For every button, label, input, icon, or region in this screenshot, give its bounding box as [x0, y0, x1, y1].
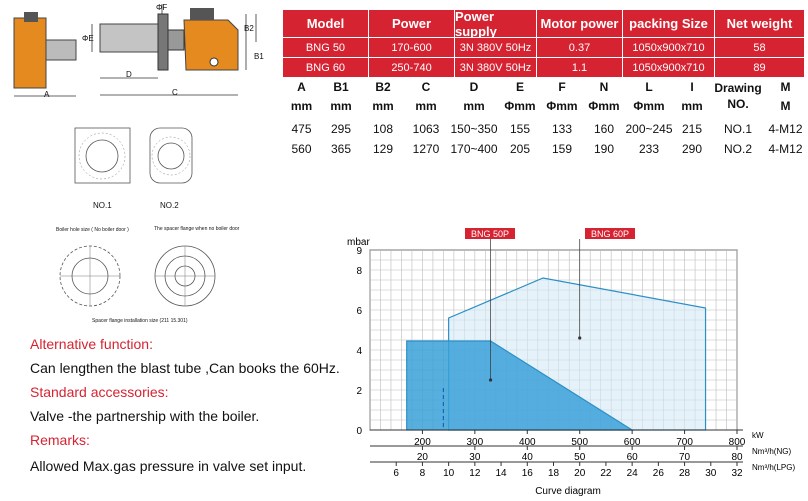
cell: F — [558, 80, 566, 94]
x-tick-label: 800 — [728, 437, 746, 448]
cell: 4-M12 — [768, 122, 803, 136]
cell: 250-740 — [369, 58, 455, 77]
cell: NO.2 — [723, 142, 752, 156]
cell: Φmm — [588, 99, 620, 113]
series-label: BNG 60P — [590, 229, 630, 239]
note-label-accessories: Standard accessories: — [30, 384, 169, 400]
y-tick-label: 4 — [356, 346, 362, 357]
cell: Φmm — [633, 99, 665, 113]
cell: 4-M12 — [768, 142, 803, 156]
series-label: BNG 50P — [470, 229, 510, 239]
cell: 89 — [715, 58, 805, 77]
cell: 3N 380V 50Hz — [455, 58, 537, 77]
note-text-remarks: Allowed Max.gas pressure in valve set input. — [30, 458, 307, 474]
ng-tick-label: 50 — [574, 452, 586, 463]
spacer-caption-2: The spacer flange when no boiler door — [154, 226, 240, 232]
series-label-dot — [489, 378, 492, 381]
cell: 0.37 — [537, 38, 623, 57]
lpg-tick-label: 14 — [495, 468, 507, 479]
dim-label-e: ΦE — [82, 34, 94, 43]
ng-tick-label: 40 — [521, 452, 533, 463]
cell: mm — [681, 99, 703, 113]
dim-label-d: D — [126, 70, 132, 79]
cell: N — [599, 80, 609, 94]
flange-label-no2: NO.2 — [160, 201, 179, 210]
cell: 365 — [330, 142, 352, 156]
cell: 170~400 — [450, 142, 498, 156]
dim-label-b2: B2 — [244, 24, 254, 33]
cell: mm — [372, 99, 394, 113]
cell: 290 — [681, 142, 703, 156]
cell: 205 — [509, 142, 531, 156]
spacer-caption-1: Boiler hole size ( No boiler door ) — [56, 227, 129, 233]
lpg-tick-label: 12 — [469, 468, 481, 479]
cell: 129 — [372, 142, 394, 156]
note-label-remarks: Remarks: — [30, 432, 90, 448]
cell: 58 — [715, 38, 805, 57]
cell: Φmm — [504, 99, 536, 113]
header-model: Model — [283, 10, 369, 37]
lpg-tick-label: 20 — [574, 468, 586, 479]
cell: 108 — [372, 122, 394, 136]
ng-unit-label: Nm³/h(NG) — [752, 447, 792, 456]
cell: 155 — [509, 122, 531, 136]
cell: 215 — [681, 122, 703, 136]
cell: I — [690, 80, 694, 94]
cell: B1 — [333, 80, 349, 94]
y-tick-label: 6 — [356, 306, 362, 317]
x-tick-label: 400 — [518, 437, 536, 448]
cell: NO.1 — [723, 122, 752, 136]
flange-label-no1: NO.1 — [93, 201, 112, 210]
x-tick-label: 500 — [571, 437, 589, 448]
header-power: Power — [369, 10, 455, 37]
y-tick-label: 9 — [356, 246, 362, 257]
x-tick-label: 700 — [676, 437, 693, 448]
cell: M — [780, 99, 791, 113]
cell: 233 — [638, 142, 660, 156]
lpg-tick-label: 18 — [547, 468, 560, 479]
x-tick-label: 600 — [623, 437, 641, 448]
y-axis-label: mbar — [347, 237, 370, 248]
x-unit-label: kW — [752, 431, 764, 440]
cell: mm — [290, 99, 313, 113]
cell: BNG 50 — [283, 38, 369, 57]
dim-label-f: ΦF — [156, 3, 168, 12]
lpg-unit-label: Nm³/h(LPG) — [752, 463, 796, 472]
ng-tick-label: 70 — [679, 452, 691, 463]
cell: 133 — [551, 122, 573, 136]
spacer-install-caption: Spacer flange installation size (211 15.301) — [92, 318, 188, 324]
dim-label-b1: B1 — [254, 52, 264, 61]
cell: Φmm — [546, 99, 578, 113]
cell: E — [515, 80, 524, 94]
cell: C — [421, 80, 431, 94]
cell: B2 — [375, 80, 391, 94]
lpg-tick-label: 30 — [705, 468, 717, 479]
ng-tick-label: 80 — [731, 452, 743, 463]
series-label-dot — [578, 336, 581, 339]
note-text-alternative: Can lengthen the blast tube ,Can books the 60Hz. — [30, 360, 340, 376]
y-tick-label: 2 — [356, 386, 362, 397]
cell: mm — [415, 99, 437, 113]
lpg-tick-label: 6 — [393, 468, 399, 479]
y-tick-label: 8 — [356, 266, 362, 277]
chart-title: Curve diagram — [535, 486, 601, 497]
cell: BNG 60 — [283, 58, 369, 77]
cell: 1063 — [412, 122, 440, 136]
note-label-alternative: Alternative function: — [30, 336, 153, 352]
cell: 1050x900x710 — [623, 38, 715, 57]
x-tick-label: 200 — [414, 437, 431, 448]
cell: 150~350 — [450, 122, 498, 136]
y-tick-label: 0 — [356, 426, 362, 437]
cell: 200~245 — [625, 122, 673, 136]
lpg-tick-label: 8 — [419, 468, 426, 479]
dim-label-a: A — [44, 90, 50, 99]
lpg-tick-label: 24 — [626, 468, 638, 479]
cell-drawing-no: Drawing NO. — [714, 81, 766, 111]
cell: 190 — [593, 142, 615, 156]
header-power-supply: Power supply — [455, 10, 537, 37]
header-motor-power: Motor power — [537, 10, 623, 37]
note-text-accessories: Valve -the partnership with the boiler. — [30, 408, 260, 424]
header-packing-size: packing Size — [623, 10, 715, 37]
cell: 1.1 — [537, 58, 623, 77]
lpg-tick-label: 22 — [600, 468, 612, 479]
lpg-tick-label: 16 — [521, 468, 533, 479]
ng-tick-label: 20 — [416, 452, 428, 463]
cell: 560 — [291, 142, 312, 156]
cell: mm — [330, 99, 352, 113]
header-net-weight: Net weight — [715, 10, 805, 37]
cell: 295 — [330, 122, 352, 136]
cell: 1050x900x710 — [623, 58, 715, 77]
lpg-tick-label: 32 — [731, 468, 743, 479]
cell: D — [469, 80, 479, 94]
lpg-tick-label: 26 — [652, 468, 664, 479]
cell: M — [780, 80, 791, 94]
cell: 3N 380V 50Hz — [455, 38, 537, 57]
lpg-tick-label: 28 — [679, 468, 691, 479]
cell: 160 — [593, 122, 615, 136]
cell: 159 — [551, 142, 573, 156]
cell: A — [297, 80, 306, 94]
cell: 170-600 — [369, 38, 455, 57]
lpg-tick-label: 10 — [443, 468, 455, 479]
dim-label-c: C — [172, 88, 178, 97]
cell: mm — [463, 99, 485, 113]
x-tick-label: 300 — [466, 437, 484, 448]
cell: 1270 — [412, 142, 440, 156]
ng-tick-label: 60 — [626, 452, 638, 463]
cell: L — [645, 80, 653, 94]
ng-tick-label: 30 — [469, 452, 481, 463]
cell: 475 — [291, 122, 312, 136]
